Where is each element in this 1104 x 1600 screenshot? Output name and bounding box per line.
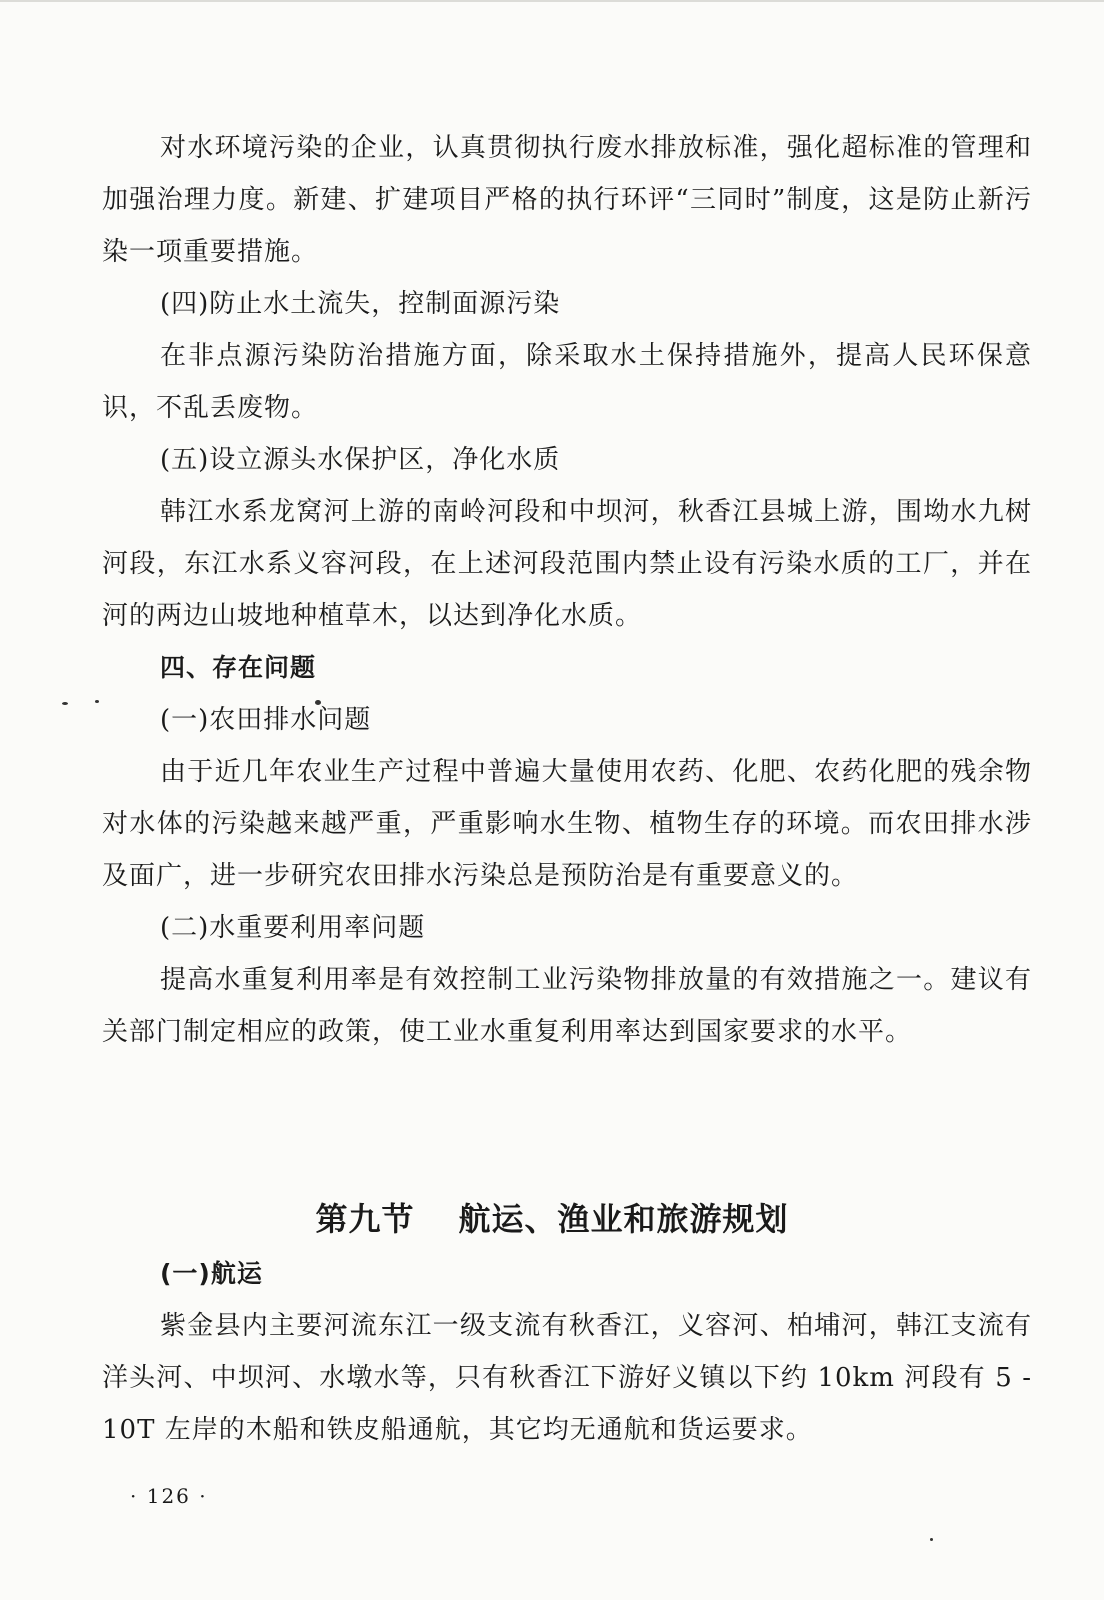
paragraph-farmland-drainage: 由于近几年农业生产过程中普遍大量使用农药、化肥、农药化肥的残余物对水体的污染越来越严重，严重影响水生物、植物生存的环境。而农田排水涉及面广，进一步研究农田排水污染总是预防治是有重要意义的。	[102, 757, 1032, 891]
section-name: 航运、渔业和旅游规划	[458, 1200, 789, 1238]
paragraph-water-reuse: 提高水重复利用率是有效控制工业污染物排放量的有效措施之一。建议有关部门制定相应的政策，使工业水重复利用率达到国家要求的水平。	[102, 965, 1032, 1047]
paragraph-nonpoint-source: 在非点源污染防治措施方面，除采取水土保持措施外，提高人民环保意识，不乱丢废物。	[102, 341, 1032, 423]
section-title	[0, 1194, 1104, 1240]
heading-existing-problems: 四、存在问题	[160, 653, 317, 682]
paragraph-navigation: 紫金县内主要河流东江一级支流有秋香江，义容河、柏埔河，韩江支流有洋头河、中坝河、水墩水等，只有秋香江下游好义镇以下约 10km 河段有 5 - 10T 左岸的木船和铁皮船通航，其它均无通航和货运要求。	[102, 1311, 1032, 1445]
subheading-water-reuse: (二)水重要利用率问题	[160, 913, 426, 943]
scan-speck	[95, 700, 99, 703]
section-number: 第九节	[315, 1200, 415, 1238]
body-text-lower	[102, 1248, 1032, 1456]
subheading-farmland-drainage: (一)农田排水问题	[160, 705, 372, 735]
scan-speck	[315, 700, 321, 705]
body-text-upper	[102, 122, 1032, 1058]
paragraph-enterprise-pollution: 对水环境污染的企业，认真贯彻执行废水排放标准，强化超标准的管理和加强治理力度。新建、扩建项目严格的执行环评“三同时”制度，这是防止新污染一项重要措施。	[102, 133, 1032, 267]
subheading-soil-erosion: (四)防止水土流失，控制面源污染	[160, 289, 561, 319]
subheading-navigation: (一)航运	[160, 1259, 263, 1288]
scan-speck	[62, 702, 68, 705]
paragraph-river-segments: 韩江水系龙窝河上游的南岭河段和中坝河，秋香江县城上游，围坳水九树河段，东江水系义容河段，在上述河段范围内禁止设有污染水质的工厂，并在河的两边山坡地种植草木，以达到净化水质。	[102, 497, 1032, 631]
scan-edge-line	[0, 0, 1104, 2]
page-number: · 126 ·	[130, 1484, 208, 1508]
subheading-source-protection: (五)设立源头水保护区，净化水质	[160, 445, 561, 475]
scan-speck	[930, 1538, 933, 1541]
